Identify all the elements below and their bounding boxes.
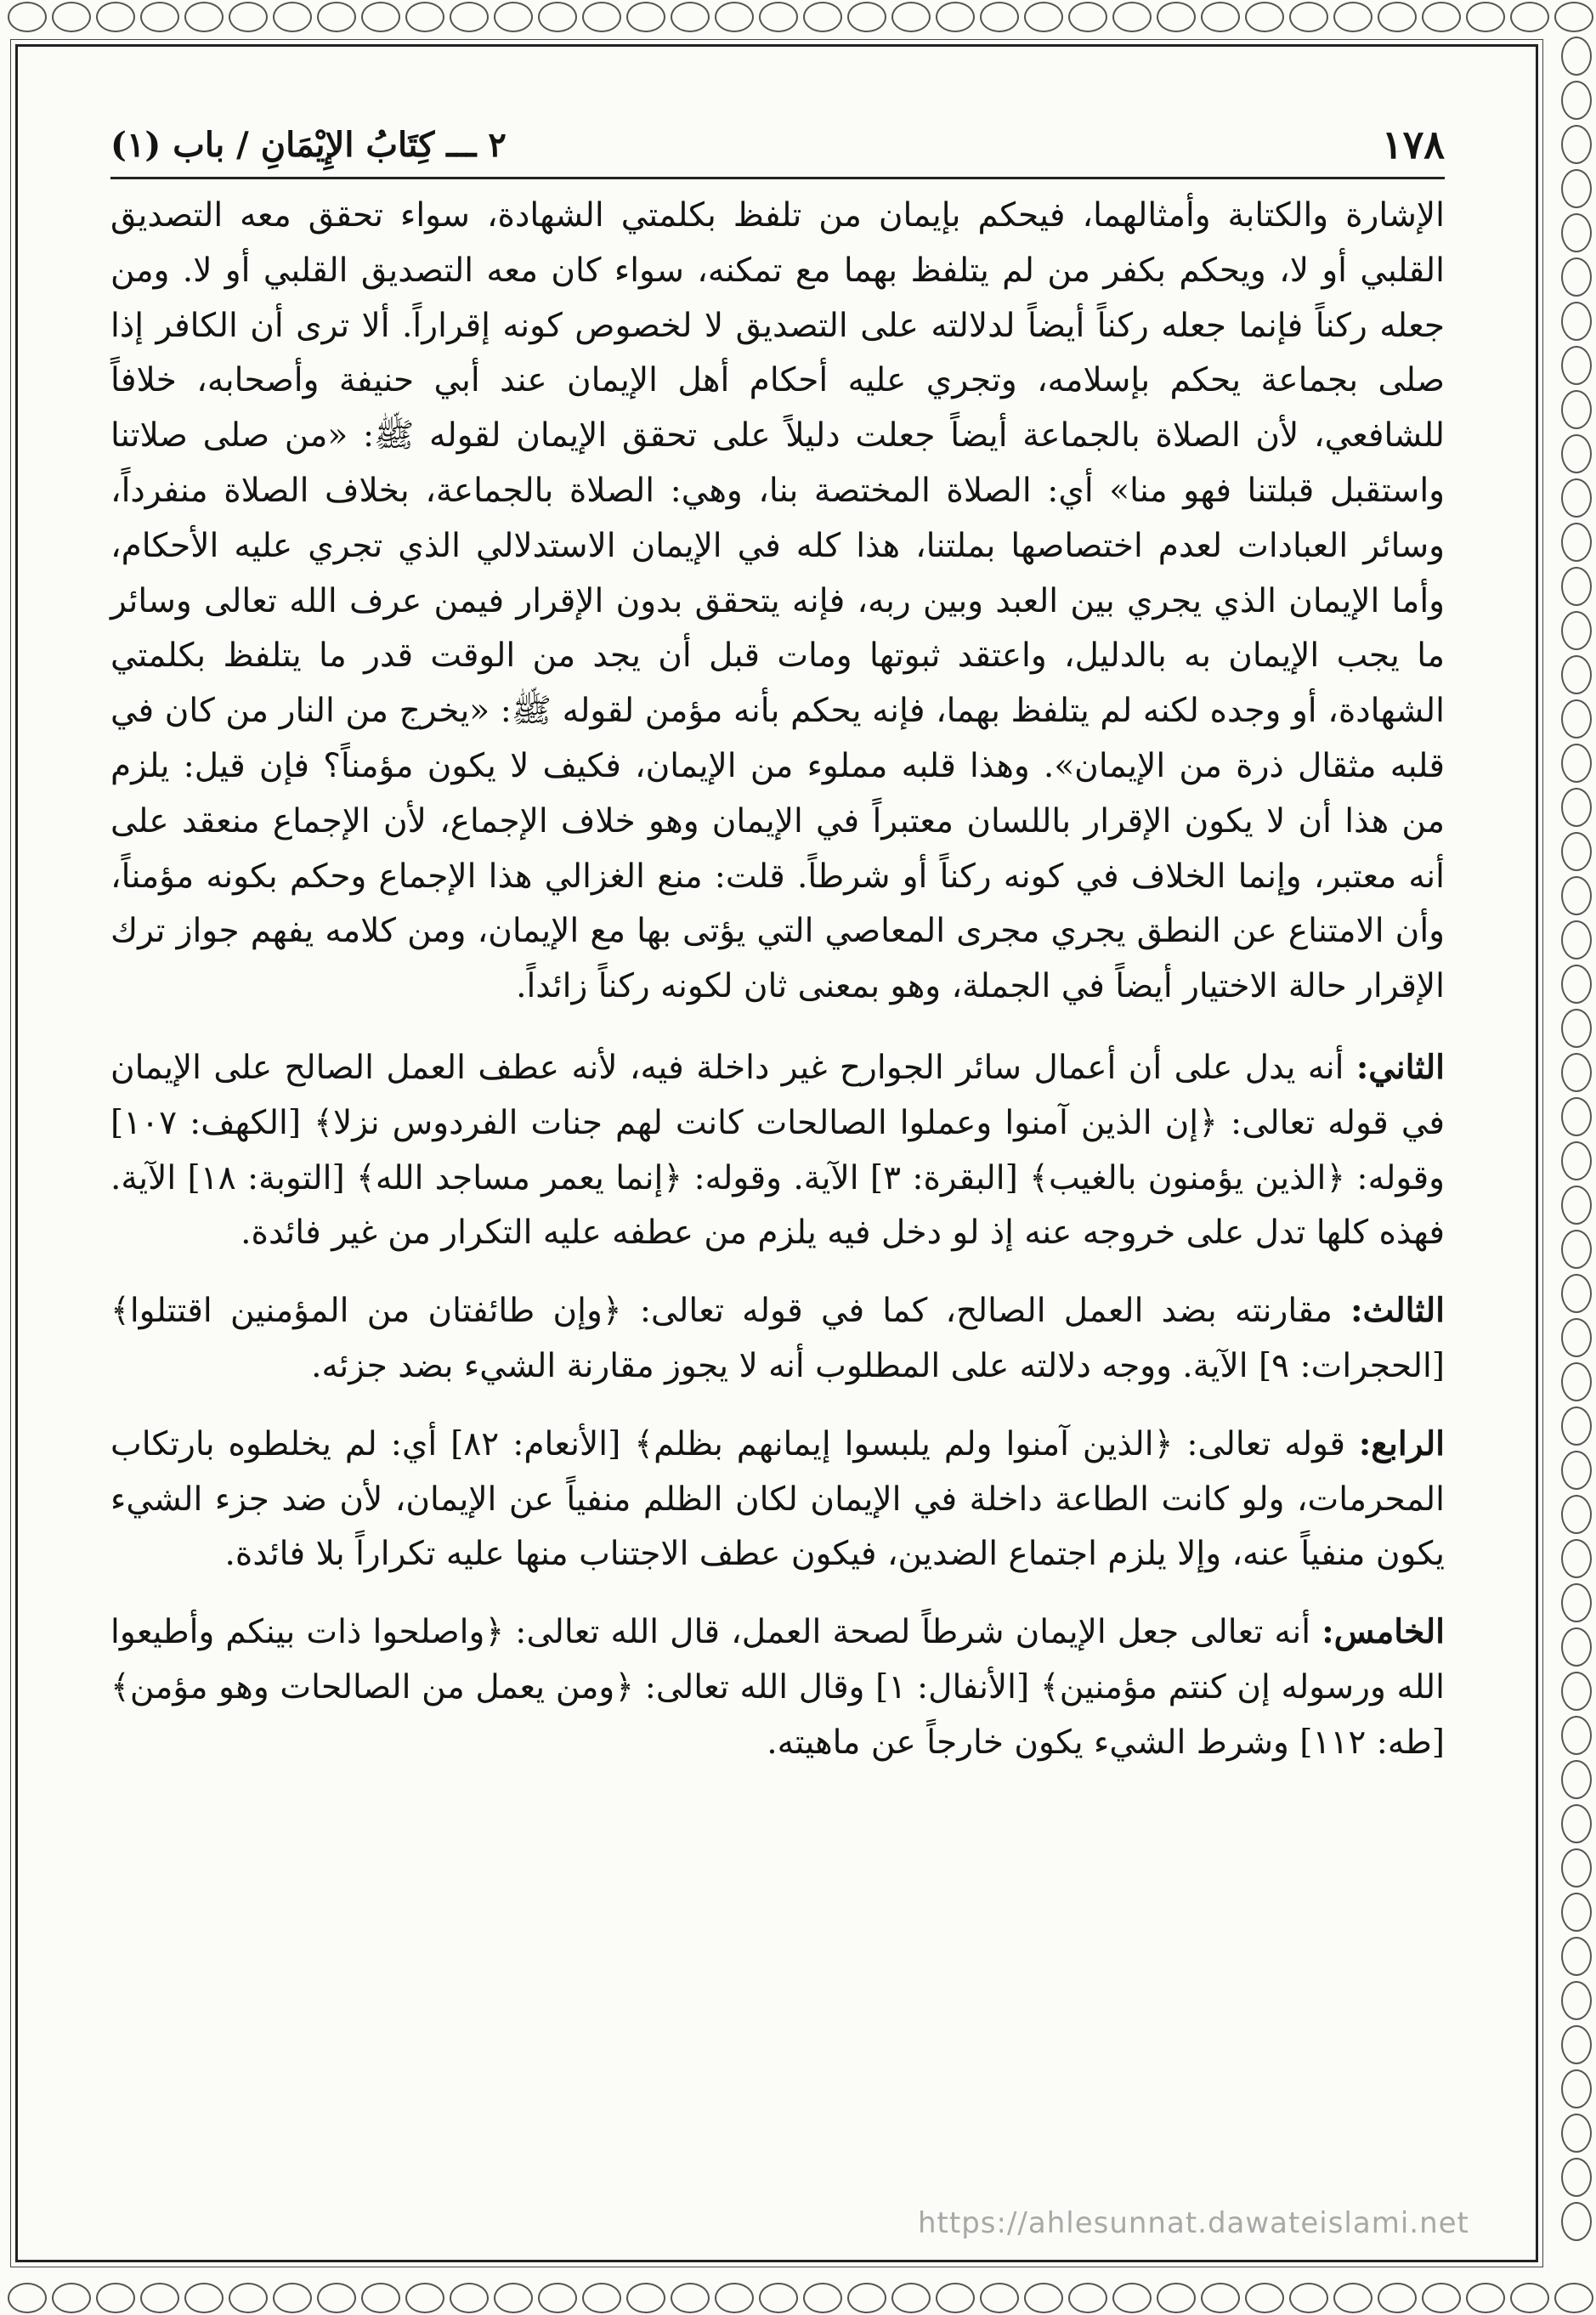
paragraph-lead: الثالث:: [1350, 1291, 1446, 1331]
paragraph-fifth: [110, 1605, 1445, 1770]
paragraph-text: أنه يدل على أن أعمال سائر الجوارح غير داخلة فيه، لأنه عطف العمل الصالح على الإيمان في قوله تعالى: ﴿إن الذين آمنوا وعملوا الصالحات كانت لهم جنات الفردوس نزلا﴾ [الكهف: ١٠٧] وقوله: ﴿الذين يؤمنون بالغيب﴾ [البقرة: ٣] الآية. وقوله: ﴿إنما يعمر مساجد الله﴾ [التوبة: ١٨] الآية. فهذه كلها تدل على خروجه عنه إذ لو دخل فيه يلزم من عطفه عليه التكرار من غير فائدة.: [110, 1048, 1445, 1253]
paragraph-lead: الثاني:: [1355, 1047, 1445, 1087]
ornamental-border-bottom: [0, 2281, 1596, 2315]
paragraph-text: قوله تعالى: ﴿الذين آمنوا ولم يلبسوا إيمانهم بظلم﴾ [الأنعام: ٨٢] أي: لم يخلطوه بارتكاب المحرمات، ولو كانت الطاعة داخلة في الإيمان لكان الظلم منفياً عن الإيمان، لأن ضد جزء الشيء يكون منفياً عنه، وإلا يلزم اجتماع الضدين، فيكون عطف الاجتناب منها عليه تكراراً بلا فائدة.: [110, 1424, 1445, 1574]
paragraph-third: [110, 1283, 1445, 1395]
ornamental-border-right: [1557, 34, 1596, 2281]
paragraph-intro: [110, 189, 1445, 1015]
header-rule: [110, 177, 1445, 179]
paragraph-text: أنه تعالى جعل الإيمان شرطاً لصحة العمل، قال الله تعالى: ﴿واصلحوا ذات بينكم وأطيعوا الله ورسوله إن كنتم مؤمنين﴾ [الأنفال: ١] وقال الله تعالى: ﴿ومن يعمل من الصالحات وهو مؤمن﴾ [طه: ١١٢] وشرط الشيء يكون خارجاً عن ماهيته.: [110, 1613, 1445, 1762]
body-text: [110, 189, 1445, 1793]
paragraph-lead: الخامس:: [1322, 1612, 1445, 1652]
watermark: https://ahlesunnat.dawateislami.net: [918, 2206, 1469, 2240]
paragraph-lead: الرابع:: [1358, 1424, 1445, 1463]
running-head: ٢ ـــ كِتَابُ الإِيْمَانِ / باب (١): [110, 124, 507, 165]
paragraph-fourth: [110, 1417, 1445, 1582]
paragraph-text: الإشارة والكتابة وأمثالهما، فيحكم بإيمان من تلفظ بكلمتي الشهادة، سواء تحقق معه التصديق القلبي أو لا، ويحكم بكفر من لم يتلفظ بهما مع تمكنه، سواء كان معه التصديق القلبي أو لا. ومن جعله ركناً فإنما جعله ركناً أيضاً لدلالته على التصديق لا لخصوص كونه إقراراً. ألا ترى أن الكافر إذا صلى بجماعة يحكم بإسلامه، وتجري عليه أحكام أهل الإيمان عند أبي حنيفة وأصحابه، خلافاً للشافعي، لأن الصلاة بالجماعة أيضاً جعلت دليلاً على تحقق الإيمان لقوله ﷺ: «من صلى صلاتنا واستقبل قبلتنا فهو منا» أي: الصلاة المختصة بنا، وهي: الصلاة بالجماعة، بخلاف الصلاة منفرداً، وسائر العبادات لعدم اختصاصها بملتنا، هذا كله في الإيمان الاستدلالي الذي تجري عليه الأحكام، وأما الإيمان الذي يجري بين العبد وبين ربه، فإنه يتحقق بدون الإقرار فيمن عرف الله تعالى وسائر ما يجب الإيمان به بالدليل، واعتقد ثبوتها ومات قبل أن يجد من الوقت قدر ما يتلفظ بكلمتي الشهادة، أو وجده لكنه لم يتلفظ بهما، فإنه يحكم بأنه مؤمن لقوله ﷺ: «يخرج من النار من كان في قلبه مثقال ذرة من الإيمان». وهذا قلبه مملوء من الإيمان، فكيف لا يكون مؤمناً؟ فإن قيل: يلزم من هذا أن لا يكون الإقرار باللسان معتبراً في الإيمان وهو خلاف الإجماع، لأن الإجماع منعقد على أنه معتبر، وإنما الخلاف في كونه ركناً أو شرطاً. قلت: منع الغزالي هذا الإجماع وحكم بكونه مؤمناً، وأن الامتناع عن النطق يجري مجرى المعاصي التي يؤتى بها مع الإيمان، ومن كلامه يفهم جواز ترك الإقرار حالة الاختيار أيضاً في الجملة، وهو بمعنى ثان لكونه ركناً زائداً.: [110, 196, 1445, 1006]
page-number: ١٧٨: [1381, 122, 1445, 167]
page-header: [110, 119, 1445, 170]
paragraph-second: [110, 1040, 1445, 1261]
paragraph-text: مقارنته بضد العمل الصالح، كما في قوله تعالى: ﴿وإن طائفتان من المؤمنين اقتتلوا﴾ [الحجرات: ٩] الآية. ووجه دلالته على المطلوب أنه لا يجوز مقارنة الشيء بضد جزئه.: [110, 1292, 1445, 1385]
ornamental-border-top: [0, 0, 1596, 34]
